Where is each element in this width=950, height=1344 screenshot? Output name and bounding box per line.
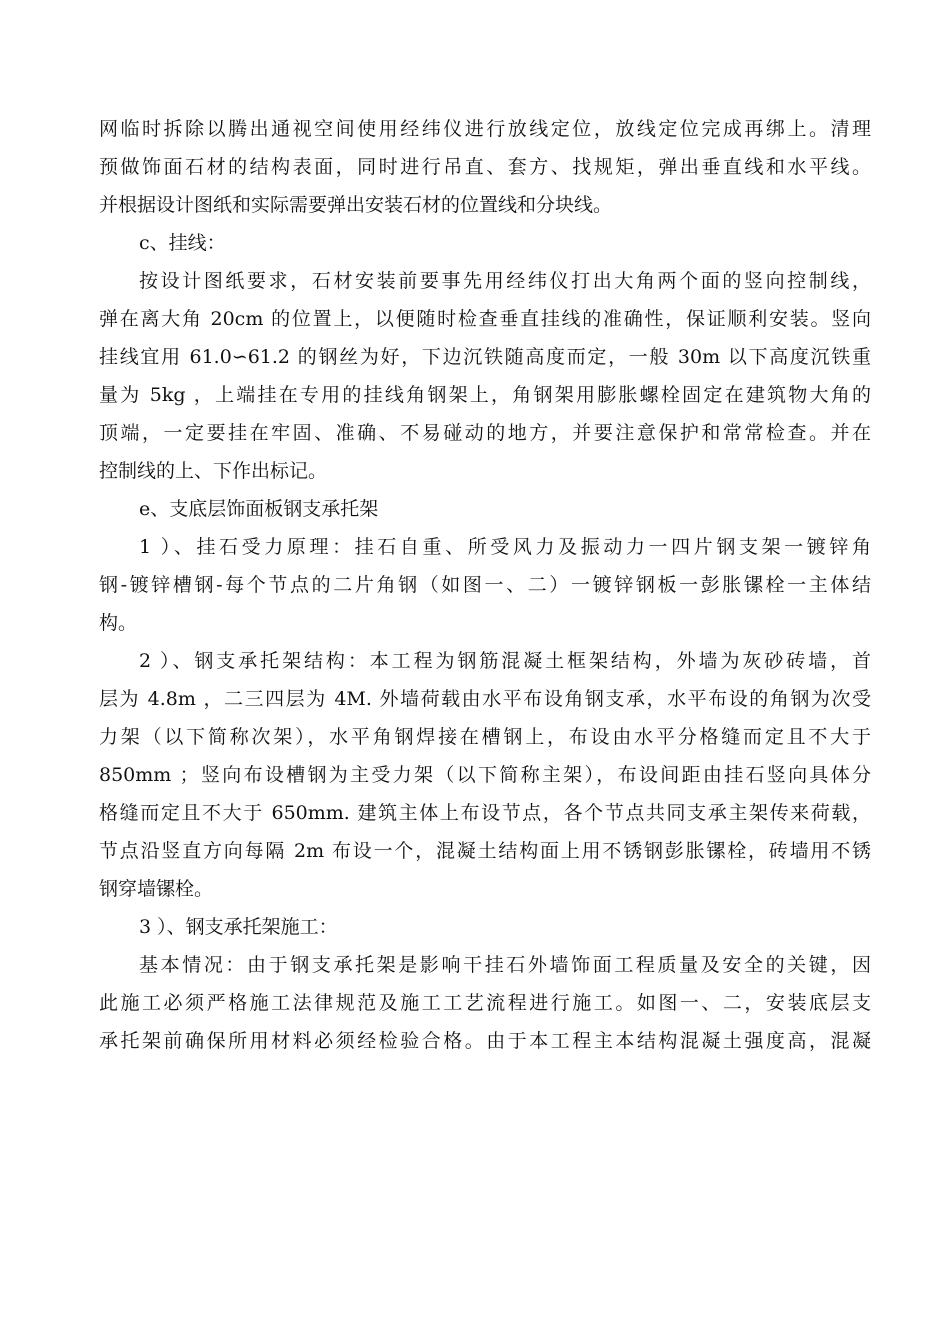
text-line: 承托架前确保所用材料必须经检验合格。由于本工程主本结构混凝土强度高，混凝: [99, 1030, 871, 1052]
heading-line: 3 ）、钢支承托架施工：: [139, 916, 338, 938]
text-line: 钢-镀锌槽钢-每个节点的二片角钢（如图一、二）一镀锌钢板一彭胀镙栓一主体结: [99, 574, 871, 596]
text-line: 顶端，一定要挂在牢固、准确、不易碰动的地方，并要注意保护和常常检查。并在: [99, 422, 871, 444]
text-line: 预做饰面石材的结构表面，同时进行吊直、套方、找规矩，弹出垂直线和水平线。: [99, 156, 871, 178]
text-line: 控制线的上、下作出标记。: [99, 460, 328, 482]
text-line: 按设计图纸要求，石材安装前要事先用经纬仪打出大角两个面的竖向控制线，: [139, 270, 871, 292]
text-line: 并根据设计图纸和实际需要弹出安装石材的位置线和分块线。: [99, 194, 613, 216]
text-line: 层为 4.8m ，二三四层为 4M. 外墙荷载由水平布设角钢支承，水平布设的角钢为次受: [99, 688, 871, 710]
text-line: 力架（以下简称次架），水平角钢焊接在槽钢上，布设由水平分格缝而定且不大于: [99, 726, 871, 748]
text-line: 弹在离大角 20cm 的位置上，以便随时检查垂直挂线的准确性，保证顺利安装。竖向: [99, 308, 871, 330]
section-heading-c: [99, 224, 871, 262]
section-heading-e: [99, 490, 871, 528]
paragraph-force-principle: [99, 528, 871, 642]
heading-line: e、支底层饰面板钢支承托架: [139, 498, 379, 520]
text-line: 网临时拆除以腾出通视空间使用经纬仪进行放线定位，放线定位完成再绑上。清理: [99, 118, 871, 140]
text-line: 1 ）、挂石受力原理：挂石自重、所受风力及振动力一四片钢支架一镀锌角: [139, 536, 871, 558]
paragraph-setout: [99, 110, 871, 224]
text-line: 基本情况：由于钢支承托架是影响干挂石外墙饰面工程质量及安全的关键，因: [139, 954, 871, 976]
text-line: 钢穿墙镙栓。: [99, 878, 214, 900]
paragraph-bracket-structure: [99, 642, 871, 908]
text-line: 节点沿竖直方向每隔 2m 布设一个，混凝土结构面上用不锈钢彭胀镙栓，砖墙用不锈: [99, 840, 871, 862]
text-line: 850mm ；竖向布设槽钢为主受力架（以下简称主架），布设间距由挂石竖向具体分: [99, 764, 871, 786]
document-body: [99, 110, 871, 1060]
paragraph-basic-situation: [99, 946, 871, 1060]
text-line: 挂线宜用 61.0∽61.2 的钢丝为好，下边沉铁随高度而定，一般 30m 以下高度沉铁重: [99, 346, 871, 368]
text-line: 量为 5kg ，上端挂在专用的挂线角钢架上，角钢架用膨胀螺栓固定在建筑物大角的: [99, 384, 871, 406]
text-line: 2 ）、钢支承托架结构：本工程为钢筋混凝土框架结构，外墙为灰砂砖墙，首: [139, 650, 871, 672]
heading-line: c、挂线：: [139, 232, 226, 254]
text-line: 构。: [99, 612, 138, 634]
paragraph-hanging-line: [99, 262, 871, 490]
text-line: 格缝而定且不大于 650mm. 建筑主体上布设节点，各个节点共同支承主架传来荷载，: [99, 802, 871, 824]
section-heading-construction: [99, 908, 871, 946]
text-line: 此施工必须严格施工法律规范及施工工艺流程进行施工。如图一、二，安装底层支: [99, 992, 871, 1014]
